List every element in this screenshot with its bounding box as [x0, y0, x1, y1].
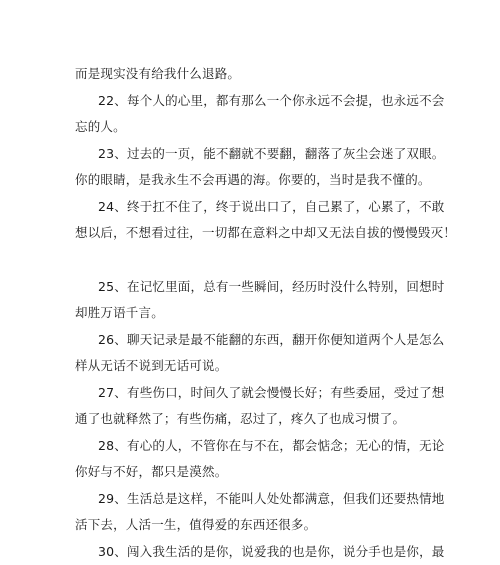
text-line: 你的眼睛，是我永生不会再遇的海。你要的，当时是我不懂的。	[75, 172, 431, 187]
text-line: 29、生活总是这样，不能叫人处处都满意，但我们还要热情地	[98, 490, 445, 506]
text-line: 22、每个人的心里，都有那么一个你永远不会提，也永远不会	[98, 92, 445, 108]
text-line: 30、闯入我生活的是你，说爱我的也是你，说分手也是你，最	[98, 543, 445, 559]
text-line: 你好与不好，都只是漠然。	[75, 464, 228, 479]
text-line: 活下去，人活一生，值得爱的东西还很多。	[75, 517, 317, 532]
text-line: 24、终于扛不住了，终于说出口了，自己累了，心累了，不敢	[98, 198, 445, 214]
document-page	[75, 61, 457, 565]
text-line: 25、在记忆里面，总有一些瞬间，经历时没什么特别，回想时	[98, 278, 445, 294]
text-line: 通了也就释然了；有些伤痛，忍过了，疼久了也成习惯了。	[75, 411, 406, 426]
text-line: 忘的人。	[75, 119, 126, 134]
text-line: 样从无话不说到无话可说。	[75, 358, 228, 373]
paragraph-gap	[75, 247, 427, 274]
text-line: 却胜万语千言。	[75, 305, 164, 320]
text-line: 23、过去的一页，能不翻就不要翻，翻落了灰尘会迷了双眼。	[98, 145, 445, 161]
text-line: 28、有心的人，不管你在与不在，都会惦念；无心的情，无论	[98, 437, 445, 453]
text-line: 27、有些伤口，时间久了就会慢慢长好；有些委屈，受过了想	[98, 384, 445, 400]
text-line: 而是现实没有给我什么退路。	[75, 66, 241, 81]
text-line: 想以后，不想看过往，一切都在意料之中却又无法自拔的慢慢毁灭！	[75, 225, 457, 240]
text-line: 26、聊天记录是最不能翻的东西，翻开你便知道两个人是怎么	[98, 331, 445, 347]
